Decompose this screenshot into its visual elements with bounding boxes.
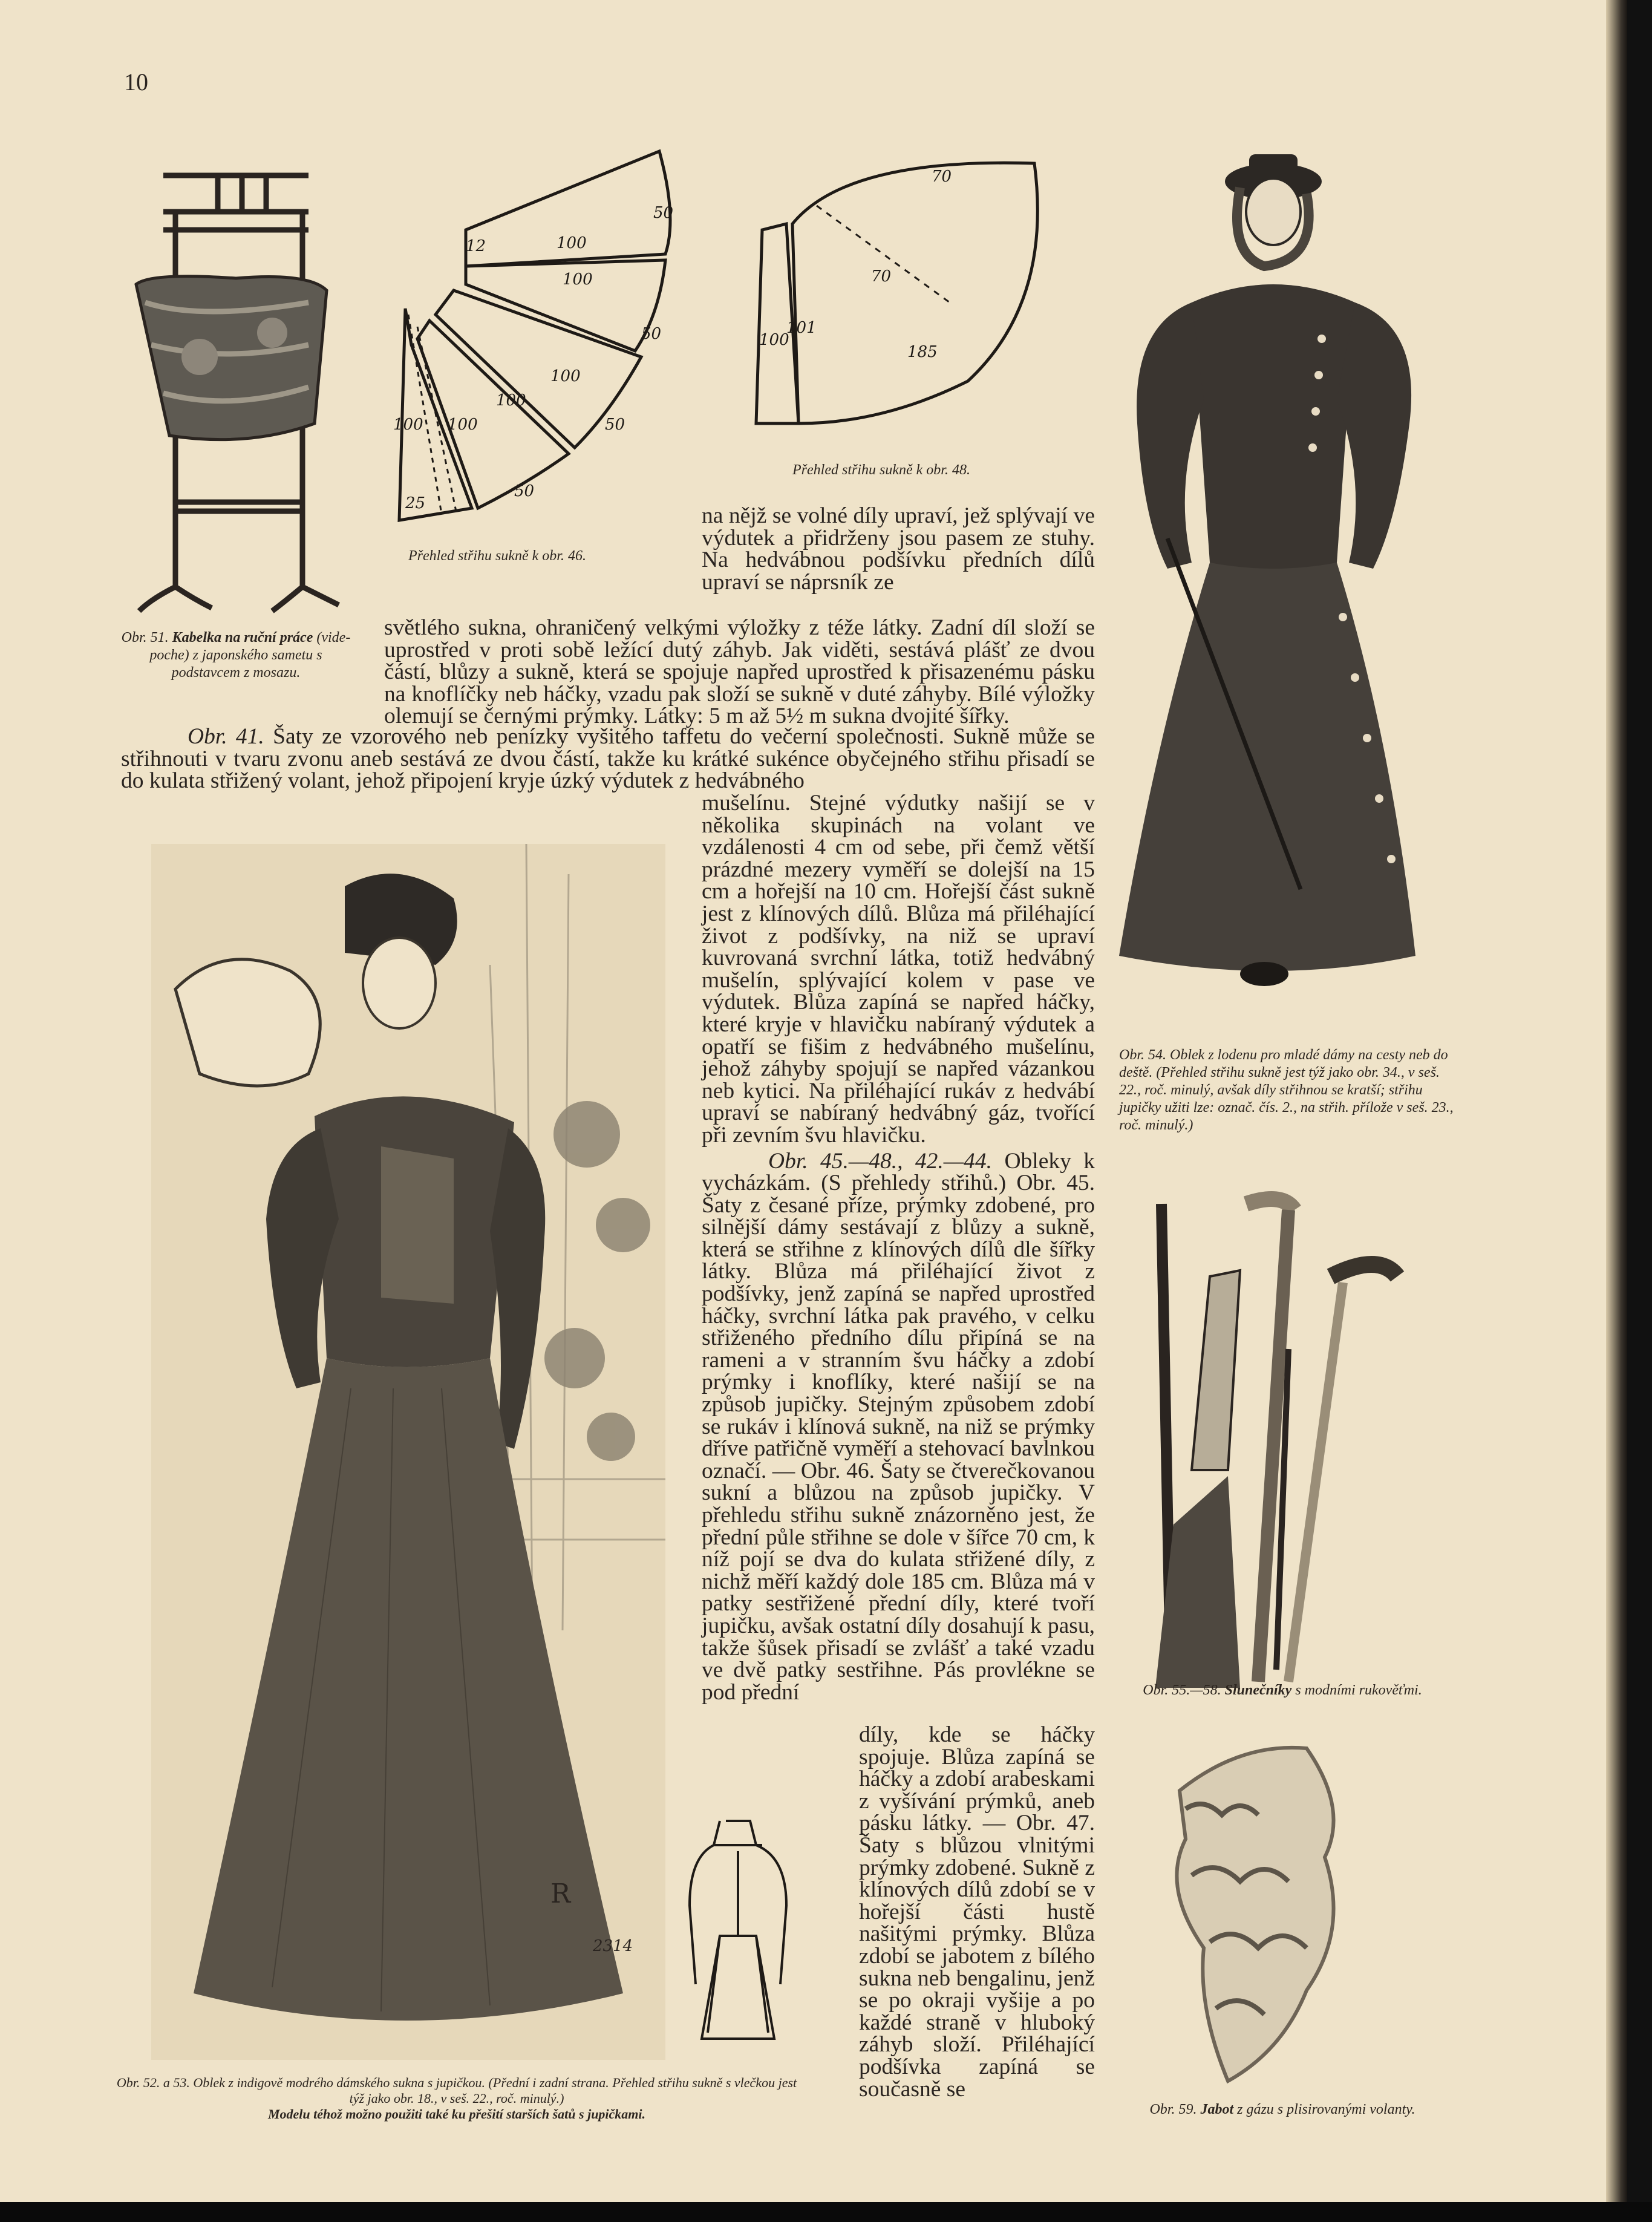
- svg-text:50: 50: [605, 416, 625, 434]
- figure-jabot: [1149, 1736, 1367, 2087]
- figure-back-view-sketch: [684, 1815, 792, 2045]
- svg-text:12: 12: [466, 237, 486, 255]
- scan-border-right: [1627, 0, 1652, 2222]
- svg-text:100: 100: [550, 367, 581, 385]
- svg-text:100: 100: [557, 234, 587, 252]
- svg-text:2314: 2314: [593, 1937, 633, 1955]
- text-obr41-column: mušelínu. Stejné výdutky našijí se v několika skupinách na volant ve vzdálenosti 4 cm od sebe, při čemž větší prázdné mezery vyměří se dolejší na 15 cm a hořejší na 10 cm. Hořejší část sukně jest z klínových dílů. Blůza má přiléhající život z podšívky, na niž se upraví kuvrovaná svrchní látka, totiž hedvábný mušelín, splývající kolem v pase ve výdutek. Blůza zapíná se napřed háčky, které kryje v hlavičku nabíraný výdutek a opatří se fišim z hedvábného mušelínu, jehož záhyby spojují se napřed vázankou neb kytici. Na přiléhající rukáv z hedvábí upraví se nabíraný hedvábný gáz, tvořící při zevním švu hlavičku. Obr. 45.—48., 42.—44. Obleky k vycházkám. (S přehledy střihů.) Obr. 45. Šaty z česané příze, prýmky zdobené, pro silnější dámy sestávají z blůzy a sukně, která se střihne z klínových dílů dle šířky látky. Blůza má přiléhající život z podšívky, jenž zapíná se napřed uprostřed háčky, svrchní látka pak pravého, v celku střiženého předního dílu připíná se na rameni a v stranním švu háčky a zdobí prýmky i knoflíky, které našijí se na způsob jupičky. Stejným způsobem zdobí se rukáv i klínová sukně, na niž se prýmky dříve patřičně vyměří a stehovací bavlnkou označí. — Obr. 46. Šaty se čtverečkovanou sukní a blůzou na způsob jupičky. V přehledu střihu sukně znázorněno jest, že přední půle střihne se dole v šířce 70 cm, k níž pojí se dva do kulata střižené díly, z nichž měří každý dole 185 cm. Blůza má v patky sestřižené přední díly, které tvoří jupičku, avšak ostatní díly dosahují k pasu, takže šůsek přisadí se zvlášť a také vzadu ve dvě patky sestřihne. Pás provlékne se pod přední: [702, 791, 1095, 1705]
- svg-text:70: 70: [871, 267, 892, 286]
- text-intro-continued: světlého sukna, ohraničený velkými výložky z téže látky. Zadní díl složí se uprostřed v proti sobě ležící dutý záhyb. Jak viděti, sestává plášť ze dvou částí, blůzy a sukně, která se spojuje napřed uprostřed k přisazenému pásku na knoflíčky neb háčky, vzadu pak složí se sukně v duté záhyby. Bílé výložky olemují se černými prýmky. Látky: 5 m až 5½ m sukna dvojité šířky.: [384, 615, 1095, 729]
- label-obr41: Obr. 41.: [188, 724, 264, 749]
- caption-obr48: Přehled střihu sukně k obr. 48.: [792, 462, 970, 478]
- svg-text:50: 50: [514, 482, 535, 500]
- svg-text:100: 100: [496, 391, 526, 410]
- svg-text:50: 50: [641, 325, 662, 343]
- caption-obr55-58: Obr. 55.—58. Slunečníky s modními rukověťmi.: [1143, 1682, 1422, 1698]
- svg-text:100: 100: [759, 331, 789, 349]
- page-number: 10: [124, 68, 148, 96]
- figure-handbag-stand: [127, 163, 357, 623]
- caption-obr51: Obr. 51. Kabelka na ruční práce (vide-poche) z japonského sametu s podstavcem z mosazu.: [121, 630, 351, 681]
- svg-text:100: 100: [393, 416, 423, 434]
- svg-text:100: 100: [563, 270, 593, 289]
- pattern-skirt-obr48: [750, 151, 1053, 436]
- figure-parasol-handles: [1137, 1186, 1415, 1688]
- text-obr41-full-width: Obr. 41. Šaty ze vzorového neb penízky vyšitého taffetu do večerní společnosti. Sukně může se střihnouti v tvaru zvonu aneb sestává ze dvou částí, takže ku krátké sukénce obyčejného střihu přisadí se do kulata střižený volant, jehož připojení kryje úzký výdutek z hedvábného: [121, 724, 1095, 794]
- figure-loden-travel-outfit: [1107, 145, 1440, 992]
- text-narrow-tail-column: díly, kde se háčky spojuje. Blůza zapíná se háčky a zdobí arabeskami z vyšívání prýmků, aneb pásku látky. — Obr. 47. Šaty s blůzou vlnitými prýmky zdobené. Sukně z klínových dílů zdobí se v hořejší části hustě našitými prýmky. Blůza zdobí se jabotem z bílého sukna neb bengalinu, jenž se po okraji vyšije a po každé straně v hluboký záhyb složí. Přiléhající podšívka zapíná se současně se: [859, 1722, 1095, 2102]
- svg-text:70: 70: [932, 168, 952, 186]
- text-intro-column: na nějž se volné díly upraví, jež splývají ve výdutek a přidrženy jsou pasem ze stuhy. Na hedvábnou podšívku předních dílů upraví se náprsník ze: [702, 503, 1095, 595]
- caption-obr59: Obr. 59. Jabot z gázu s plisirovanými volanty.: [1149, 2102, 1415, 2117]
- svg-text:101: 101: [786, 319, 817, 337]
- svg-text:R: R: [550, 1878, 571, 1909]
- svg-text:50: 50: [653, 204, 674, 222]
- svg-text:25: 25: [405, 494, 426, 512]
- scan-border-bottom: [0, 2202, 1652, 2222]
- label-obr45-48: Obr. 45.—48., 42.—44.: [768, 1148, 993, 1174]
- caption-obr46: Přehled střihu sukně k obr. 46.: [408, 548, 586, 564]
- svg-text:100: 100: [448, 416, 478, 434]
- svg-text:185: 185: [907, 343, 938, 361]
- pattern-skirt-obr46: [375, 145, 684, 526]
- caption-obr52-53: Obr. 52. a 53. Oblek z indigově modrého dámského sukna s jupičkou. (Přední i zadní strana. Přehled střihu sukně s vlečkou jest týž jako obr. 18., v seš. 22., roč. minulý.) Modelu téhož možno použiti také ku přešití starších šatů s jupičkami.: [116, 2075, 797, 2122]
- caption-obr54: Obr. 54. Oblek z lodenu pro mladé dámy na cesty neb do deště. (Přehled střihu sukně jest týž jako obr. 34., v seš. 22., roč. minulý, avšak díly střihnou se kratší; střihu jupičky užiti lze: označ. čís. 2., na střih. přílože v seš. 23., roč. minulý.): [1119, 1047, 1454, 1133]
- binding-edge: [1606, 0, 1628, 2202]
- figure-walking-suit-plate: [151, 844, 665, 2060]
